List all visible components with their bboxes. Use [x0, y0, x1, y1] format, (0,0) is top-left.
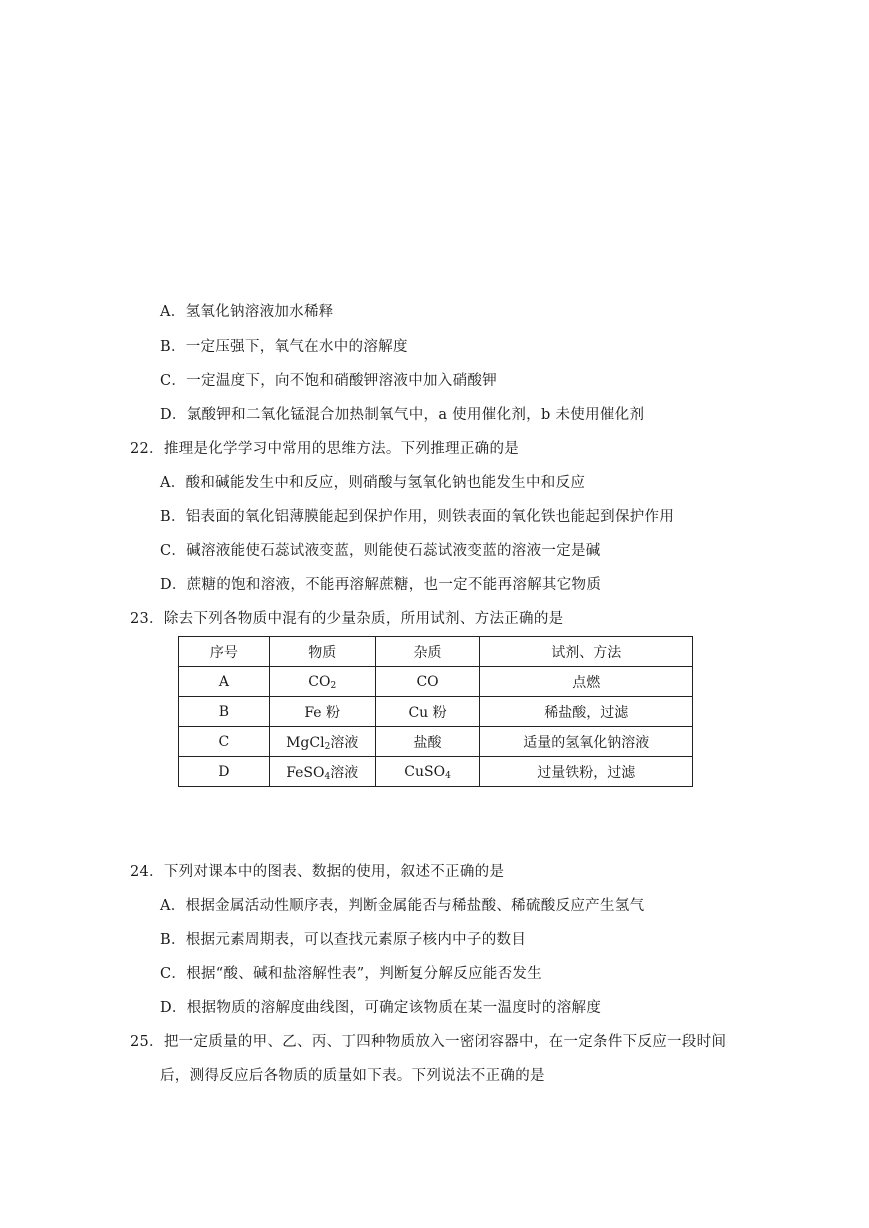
- header-cell: 试剂、方法: [480, 637, 693, 667]
- substance-cell: $CO_2$: [269, 667, 375, 697]
- impurity-cell: CO: [375, 667, 480, 697]
- table-row: [179, 667, 693, 697]
- q24-option-d: D．根据物质的溶解度曲线图，可确定该物质在某一温度时的溶解度: [160, 1000, 602, 1016]
- q24-option-b: B．根据元素周期表，可以查找元素原子核内中子的数目: [160, 932, 527, 948]
- q21-option-a: A．氢氧化钠溶液加水稀释: [160, 304, 334, 320]
- q22-option-d: D．蔗糖的饱和溶液，不能再溶解蔗糖，也一定不能再溶解其它物质: [160, 577, 602, 593]
- substance-cell: Fe 粉: [269, 697, 375, 727]
- q24-stem: 24．下列对课本中的图表、数据的使用，叙述不正确的是: [130, 864, 505, 880]
- q24-option-a: A．根据金属活动性顺序表，判断金属能否与稀盐酸、稀硫酸反应产生氢气: [160, 898, 645, 914]
- q23-stem: 23．除去下列各物质中混有的少量杂质，所用试剂、方法正确的是: [130, 611, 564, 627]
- table-header-row: [179, 637, 693, 667]
- row-id: A: [179, 667, 270, 697]
- q21-option-c: C．一定温度下，向不饱和硝酸钾溶液中加入硝酸钾: [160, 373, 497, 389]
- impurity-cell: Cu 粉: [375, 697, 480, 727]
- q22-option-b: B．铝表面的氧化铝薄膜能起到保护作用，则铁表面的氧化铁也能起到保护作用: [160, 509, 675, 525]
- row-id: B: [179, 697, 270, 727]
- q22-option-c: C．碱溶液能使石蕊试液变蓝，则能使石蕊试液变蓝的溶液一定是碱: [160, 543, 601, 559]
- table-row: [179, 757, 693, 787]
- row-id: C: [179, 727, 270, 757]
- method-cell: 过量铁粉，过滤: [480, 757, 693, 787]
- q22-option-a: A．酸和碱能发生中和反应，则硝酸与氢氧化钠也能发生中和反应: [160, 475, 586, 491]
- impurity-cell: CuSO$_4$: [375, 757, 480, 787]
- method-cell: 点燃: [480, 667, 693, 697]
- q21-option-b: B．一定压强下，氧气在水中的溶解度: [160, 339, 408, 355]
- q23-table: [178, 636, 693, 787]
- header-cell: 序号: [179, 637, 270, 667]
- impurity-cell: 盐酸: [375, 727, 480, 757]
- q21-option-d: D．氯酸钾和二氧化锰混合加热制氧气中，a 使用催化剂，b 未使用催化剂: [160, 407, 645, 423]
- table-row: [179, 697, 693, 727]
- row-id: D: [179, 757, 270, 787]
- q25-stem-line2: 后，测得反应后各物质的质量如下表。下列说法不正确的是: [160, 1068, 545, 1084]
- method-cell: 适量的氢氧化钠溶液: [480, 727, 693, 757]
- header-cell: 杂质: [375, 637, 480, 667]
- method-cell: 稀盐酸，过滤: [480, 697, 693, 727]
- q22-stem: 22．推理是化学学习中常用的思维方法。下列推理正确的是: [130, 441, 520, 457]
- q24-option-c: C．根据“酸、碱和盐溶解性表”，判断复分解反应能否发生: [160, 966, 543, 982]
- header-cell: 物质: [269, 637, 375, 667]
- substance-cell: FeSO$_4$溶液: [269, 757, 375, 787]
- table-row: [179, 727, 693, 757]
- substance-cell: MgCl$_2$溶液: [269, 727, 375, 757]
- q25-stem-line1: 25．把一定质量的甲、乙、丙、丁四种物质放入一密闭容器中，在一定条件下反应一段时间: [130, 1034, 727, 1050]
